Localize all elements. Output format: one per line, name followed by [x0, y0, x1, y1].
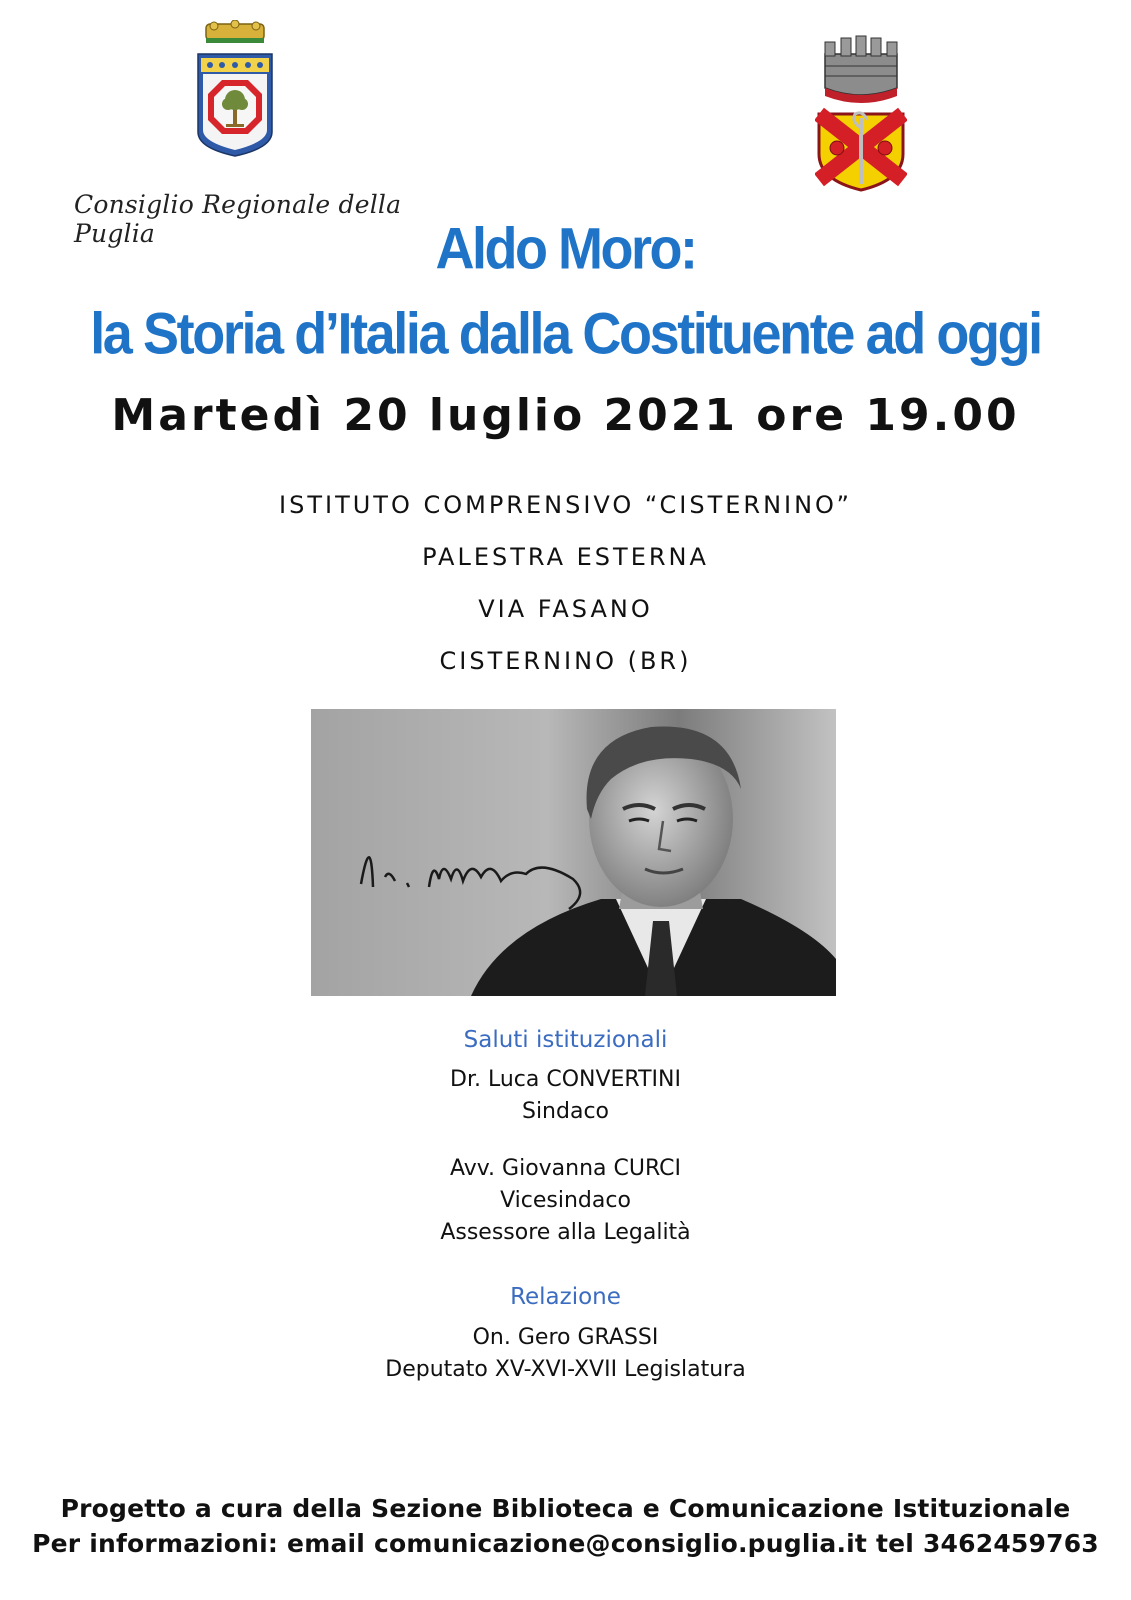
footer-contact-info: Per informazioni: email comunicazione@consiglio.puglia.it tel 3462459763 — [32, 1529, 1099, 1558]
council-name: Consiglio Regionale della Puglia — [74, 190, 402, 248]
greetings-heading: Saluti istituzionali — [463, 1027, 668, 1053]
speaker2-name: Avv. Giovanna CURCI — [449, 1156, 682, 1181]
portrait-photo — [311, 709, 836, 996]
speaker1-name: Dr. Luca CONVERTINI — [450, 1067, 681, 1092]
speaker2-role-deputy-mayor: Vicesindaco — [500, 1188, 631, 1213]
venue-line-town: CISTERNINO (BR) — [439, 647, 692, 675]
region-coat-of-arms-icon — [192, 20, 278, 158]
speaker2-role-councillor: Assessore alla Legalità — [440, 1220, 691, 1245]
event-date: Martedì 20 luglio 2021 ore 19.00 — [111, 390, 1020, 441]
speaker1-role: Sindaco — [521, 1099, 610, 1124]
speaker3-role: Deputato XV-XVI-XVII Legislatura — [385, 1357, 746, 1382]
event-title-line2: la Storia d’Italia dalla Costituente ad oggi — [90, 301, 1041, 367]
venue-line-street: VIA FASANO — [478, 595, 653, 623]
event-title-line1: Aldo Moro: — [435, 216, 696, 282]
footer-project-credit: Progetto a cura della Sezione Biblioteca e Comunicazione Istituzionale — [60, 1494, 1071, 1523]
venue-line-gym: PALESTRA ESTERNA — [422, 543, 709, 571]
venue-line-school: ISTITUTO COMPRENSIVO “CISTERNINO” — [279, 491, 852, 519]
town-coat-of-arms-icon — [815, 30, 907, 192]
talk-heading: Relazione — [510, 1284, 621, 1310]
speaker3-name: On. Gero GRASSI — [472, 1325, 659, 1350]
